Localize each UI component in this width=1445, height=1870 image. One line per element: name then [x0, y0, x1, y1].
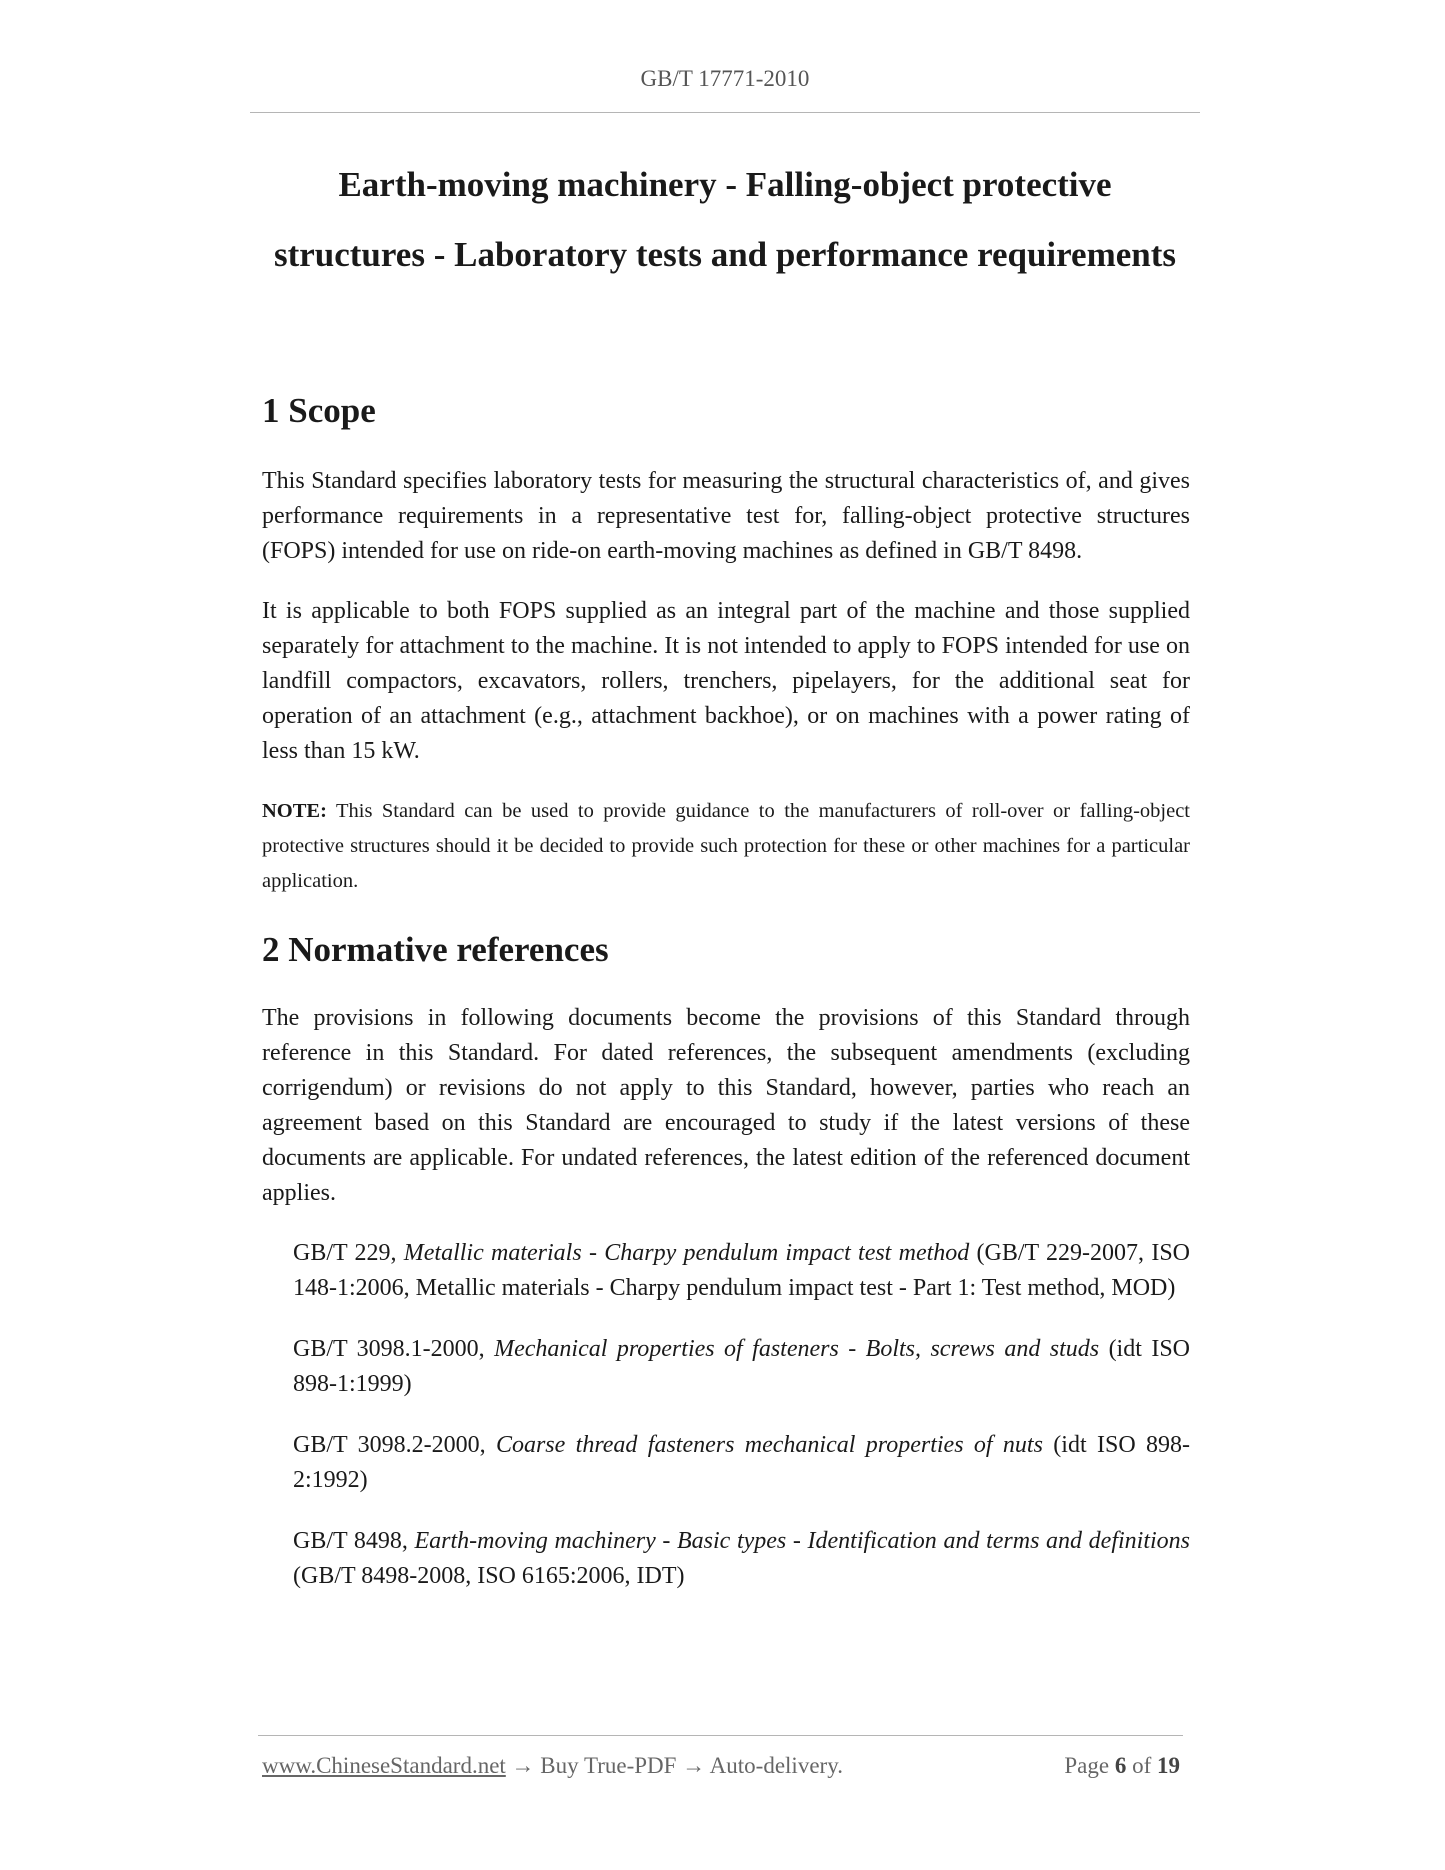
- ref-code: GB/T 3098.1-2000,: [293, 1336, 495, 1362]
- section-1-heading: 1 Scope: [262, 391, 376, 430]
- ref-title: Earth-moving machinery - Basic types - Identification and terms and definitions: [414, 1528, 1190, 1554]
- delivery-text: Auto-delivery.: [709, 1753, 843, 1778]
- title-line-2: structures - Laboratory tests and performance requirements: [273, 235, 1177, 274]
- page-total: 19: [1157, 1753, 1180, 1778]
- document-id-header: GB/T 17771-2010: [640, 66, 810, 91]
- scope-note: [262, 794, 1190, 899]
- arrow-right-icon: →: [682, 1753, 706, 1778]
- section-2-heading: 2 Normative references: [262, 930, 609, 969]
- document-title: [250, 150, 1200, 290]
- page-indicator: [1064, 1753, 1180, 1779]
- ref-title: Coarse thread fasteners mechanical properties of nuts: [495, 1432, 1043, 1458]
- ref-suffix: (GB/T 229-2007, ISO 148-1:2006, Metallic materials - Charpy pendulum impact test - Part 1: Test method, MOD): [293, 1240, 1190, 1301]
- ref-code: GB/T 8498,: [293, 1528, 415, 1554]
- page-footer: [262, 1753, 1180, 1779]
- ref-title: Metallic materials - Charpy pendulum impact test method: [403, 1240, 970, 1266]
- page-label: Page: [1064, 1753, 1110, 1778]
- ref-suffix: (GB/T 8498-2008, ISO 6165:2006, IDT): [293, 1563, 685, 1589]
- page-number: 6: [1114, 1753, 1127, 1778]
- ref-suffix: (idt ISO 898-2:1992): [293, 1432, 1190, 1493]
- ref-suffix: (idt ISO 898-1:1999): [293, 1336, 1191, 1397]
- title-line-1: Earth-moving machinery - Falling-object protective: [338, 165, 1112, 204]
- ref-title: Mechanical properties of fasteners - Bolts, screws and studs: [494, 1336, 1100, 1362]
- reference-item: [293, 1428, 1190, 1498]
- ref-code: GB/T 3098.2-2000,: [293, 1432, 496, 1458]
- ref-code: GB/T 229,: [293, 1240, 404, 1266]
- document-body: [262, 386, 1190, 1620]
- footer-promo: [262, 1753, 843, 1779]
- buy-text: Buy True-PDF: [540, 1753, 677, 1778]
- scope-paragraph-1: This Standard specifies laboratory tests for measuring the structural characteristics of, and gives performance requirements in a representative test for, falling-object protective structures (FOPS) intended for use on ride-on earth-moving machines as defined in GB/T 8498.: [262, 468, 1190, 564]
- scope-paragraph-2: It is applicable to both FOPS supplied as an integral part of the machine and those supplied separately for attachment to the machine. It is not intended to apply to FOPS intended for use on landfill compactors, excavators, rollers, trenchers, pipelayers, for the additional seat for operation of an attachment (e.g., attachment backhoe), or on machines with a power rating of less than 15 kW.: [262, 598, 1190, 764]
- note-label: NOTE:: [262, 800, 327, 822]
- arrow-right-icon: →: [511, 1753, 535, 1778]
- of-label: of: [1132, 1753, 1152, 1778]
- reference-item: [293, 1236, 1190, 1306]
- reference-item: [293, 1524, 1190, 1594]
- reference-item: [293, 1332, 1190, 1402]
- reference-list: [293, 1236, 1190, 1594]
- references-intro: The provisions in following documents become the provisions of this Standard through reference in this Standard. For dated references, the subsequent amendments (excluding corrigendum) or revisions do not apply to this Standard, however, parties who reach an agreement based on this Standard are encouraged to study if the latest versions of these documents are applicable. For undated references, the latest edition of the referenced document applies.: [262, 1005, 1190, 1206]
- footer-divider: [258, 1735, 1183, 1736]
- site-link[interactable]: www.ChineseStandard.net: [262, 1753, 506, 1778]
- note-text: This Standard can be used to provide guidance to the manufacturers of roll-over or falling-object protective structures should it be decided to provide such protection for these or other machines for a particular application.: [262, 800, 1190, 892]
- header-divider: [250, 112, 1200, 113]
